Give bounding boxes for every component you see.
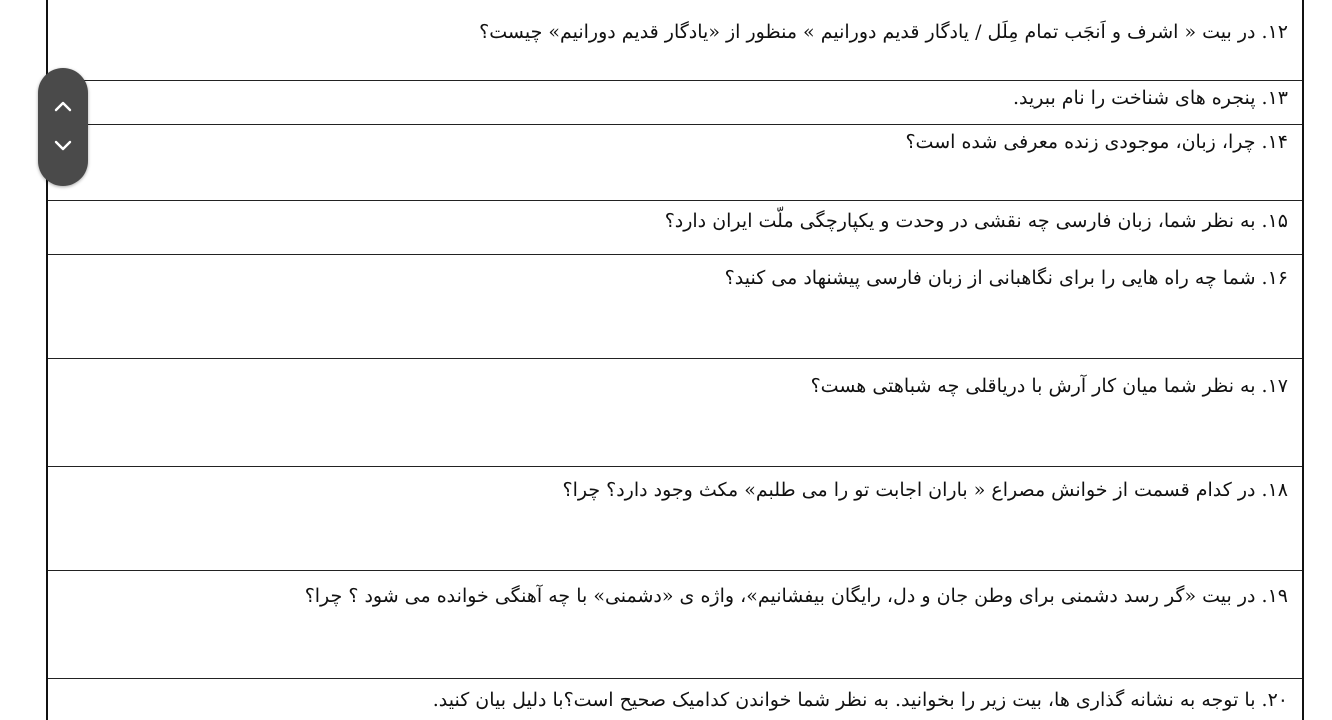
question-text: ۱۹. در بیت «گر رسد دشمنی برای وطن جان و دل، رایگان بیفشانیم»، واژه ی «دشمنی» با چه آهنگی خوانده می شود ؟ چرا؟ (304, 585, 1288, 607)
chevron-up-icon (54, 100, 72, 112)
page-navigation (38, 68, 88, 186)
question-row (48, 466, 1302, 570)
question-text: ۲۰. با توجه به نشانه گذاری ها، بیت زیر را بخوانید. به نظر شما خواندن کدامیک صحیح است؟با دلیل بیان کنید. (432, 689, 1288, 711)
question-row (48, 0, 1302, 47)
next-button[interactable] (38, 126, 88, 166)
question-row (48, 570, 1302, 678)
exam-sheet (46, 0, 1304, 720)
question-text: ۱۴. چرا، زبان، موجودی زنده معرفی شده است؟ (905, 131, 1288, 153)
question-text: ۱۳. پنجره های شناخت را نام ببرید. (1012, 87, 1288, 109)
question-text: ۱۶. شما چه راه هایی را برای نگاهبانی از زبان فارسی پیشنهاد می کنید؟ (724, 267, 1288, 289)
previous-button[interactable] (38, 86, 88, 126)
question-row (48, 200, 1302, 254)
question-text: ۱۸. در کدام قسمت از خوانش مصراع « باران اجابت تو را می طلبم» مکث وجود دارد؟ چرا؟ (562, 479, 1288, 501)
question-row (48, 124, 1302, 200)
question-row (48, 80, 1302, 124)
chevron-down-icon (54, 140, 72, 152)
question-row (48, 254, 1302, 358)
question-text: ۱۵. به نظر شما، زبان فارسی چه نقشی در وحدت و یکپارچگی ملّت ایران دارد؟ (664, 210, 1288, 232)
question-row (48, 678, 1302, 720)
question-row (48, 358, 1302, 466)
question-text: ۱۲. در بیت « اشرف و اَنجَب تمام مِلَل / یادگار قدیم دورانیم » منظور از «یادگار قدیم دورانیم» چیست؟ (479, 21, 1288, 43)
question-text: ۱۷. به نظر شما میان کار آرش با دریاقلی چه شباهتی هست؟ (810, 375, 1288, 397)
